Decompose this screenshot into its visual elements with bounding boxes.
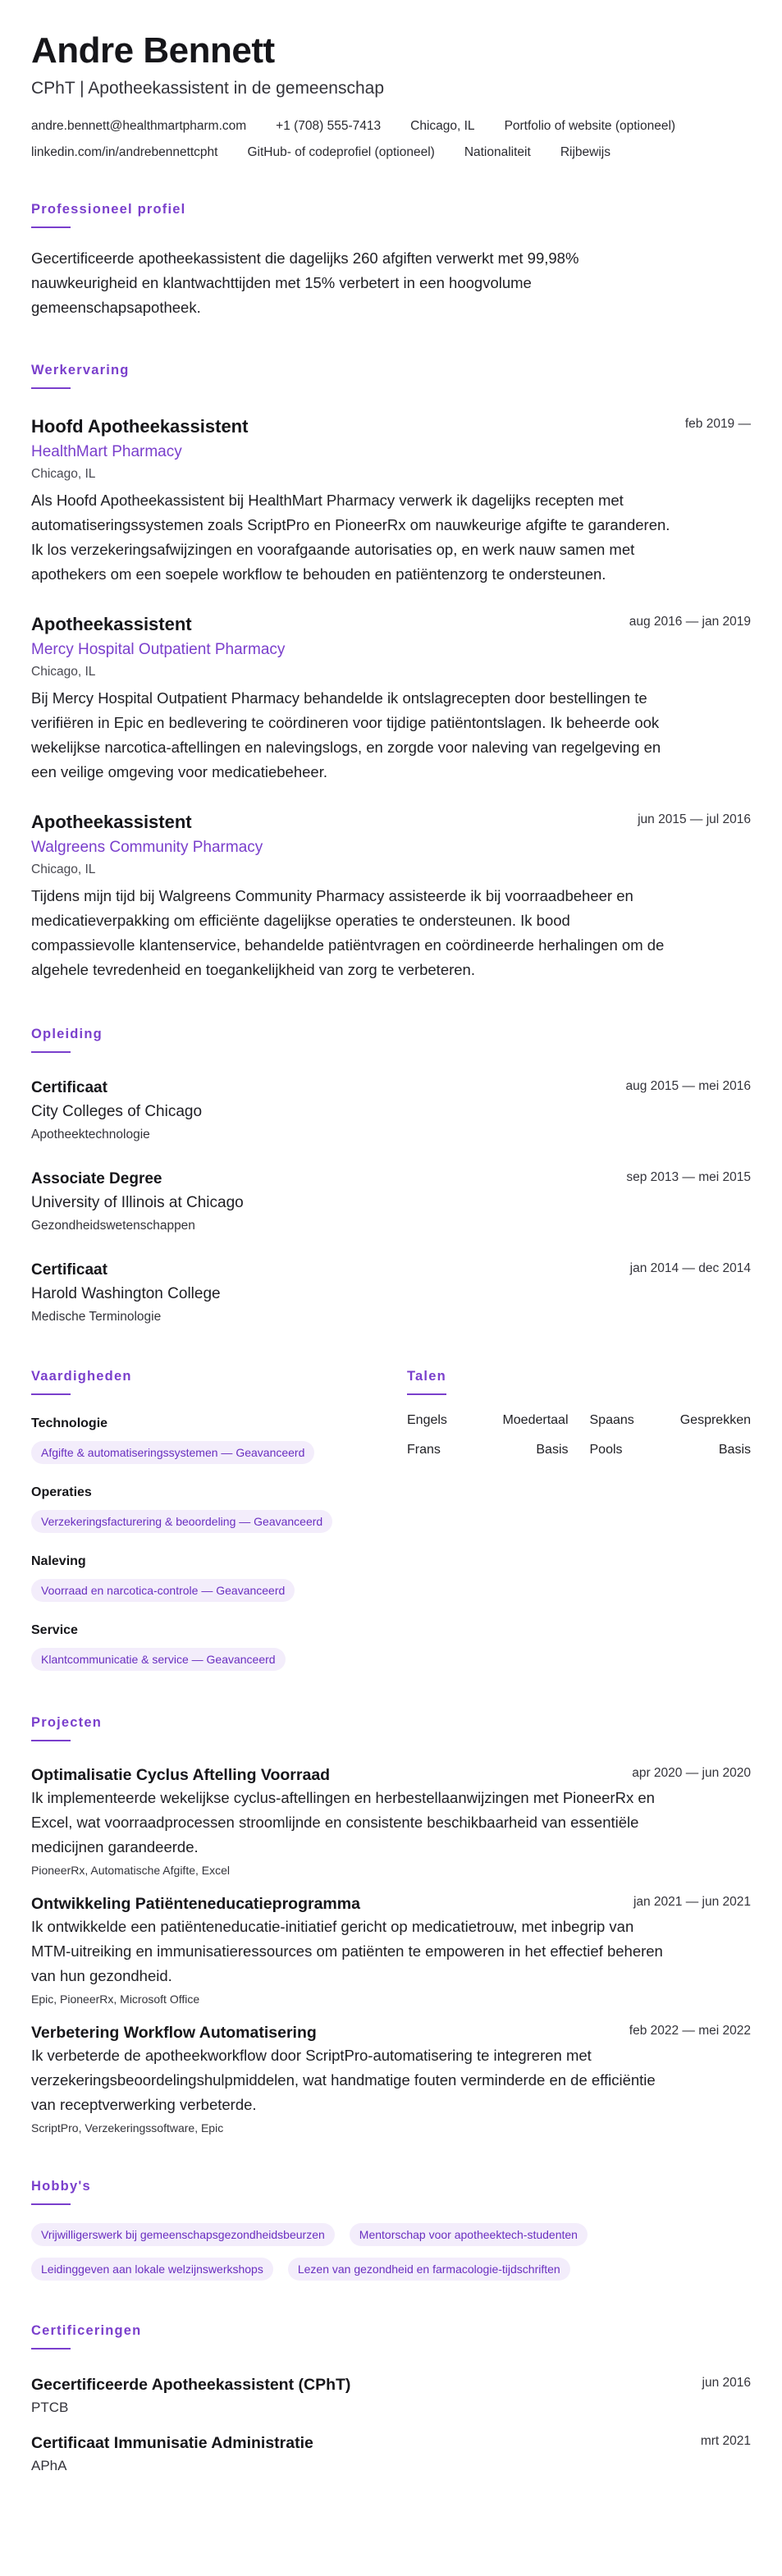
job-company: HealthMart Pharmacy <box>31 443 182 460</box>
hobby-chip: Leidinggeven aan lokale welzijnswerkshops <box>31 2258 273 2281</box>
certification-name: Gecertificeerde Apotheekassistent (CPhT) <box>31 2376 351 2394</box>
job-description: Als Hoofd Apotheekassistent bij HealthMart Pharmacy verwerk ik dagelijks recepten met automatiseringssystemen zoals ScriptPro en PioneerRx om nauwkeurige afgifte te garanderen. Ik los verzekeringsafwijzingen en voorafgaande autorisaties op, en werk nauw samen met apothekers om een soepele workflow te behouden en patiëntenzorg te ondersteunen. <box>31 492 670 583</box>
hobby-chip: Vrijwilligerswerk bij gemeenschapsgezondheidsbeurzen <box>31 2223 335 2246</box>
certification-date: mrt 2021 <box>700 2434 751 2448</box>
project-tech: PioneerRx, Automatische Afgifte, Excel <box>31 1864 231 1877</box>
section-divider <box>31 2203 71 2205</box>
job-company: Mercy Hospital Outpatient Pharmacy <box>31 641 286 658</box>
project-description: Ik verbeterde de apotheekworkflow door ScriptPro-automatisering te integreren met verzekeringsbeoordelingshulpmiddelen, wat handmatige fouten verminderde en de efficiëntie van receptverwerking verbeterde. <box>31 2047 656 2113</box>
project-description: Ik ontwikkelde een patiënteneducatie-initiatief gericht op medicatietrouw, met inbegrip van MTM-uitreiking en immunisatieressources om patiënten te empoweren in het effectief beheren van hun gezondheid. <box>31 1918 663 1984</box>
project-date: feb 2022 — mei 2022 <box>629 2024 751 2038</box>
education-date: sep 2013 — mei 2015 <box>626 1170 751 1184</box>
project-title: Optimalisatie Cyclus Aftelling Voorraad <box>31 1766 331 1784</box>
education-field: Gezondheidswetenschappen <box>31 1219 195 1233</box>
education-degree: Associate Degree <box>31 1170 162 1187</box>
certification-entry <box>31 2374 751 2418</box>
project-date: apr 2020 — jun 2020 <box>632 1766 751 1780</box>
contact-nationality: Nationaliteit <box>464 145 531 159</box>
contact-github[interactable]: GitHub- of codeprofiel (optioneel) <box>247 145 435 159</box>
section-divider <box>31 226 71 228</box>
skill-group <box>31 1553 407 1602</box>
skill-chip: Afgifte & automatiseringssystemen — Geavanceerd <box>31 1441 314 1464</box>
education-entry <box>31 1169 751 1235</box>
education-date: jan 2014 — dec 2014 <box>629 1261 751 1275</box>
job-title: Hoofd Apotheekassistent <box>31 416 249 437</box>
hobbies-section <box>31 2177 751 2281</box>
skill-category: Operaties <box>31 1485 92 1499</box>
project-description: Ik implementeerde wekelijkse cyclus-aftellingen en herbestellaanwijzingen met PioneerRx en Excel, wat voorraadprocessen stroomlijnde en consistente beschikbaarheid van essentiële medicijnen garandeerde. <box>31 1789 655 1855</box>
language-name: Frans <box>407 1443 441 1457</box>
project-title: Verbetering Workflow Automatisering <box>31 2024 317 2042</box>
section-title: Projecten <box>31 1715 102 1730</box>
language-level: Basis <box>718 1443 751 1457</box>
section-title: Opleiding <box>31 1027 103 1041</box>
education-school: City Colleges of Chicago <box>31 1103 203 1120</box>
education-entry <box>31 1260 751 1326</box>
contact-location: Chicago, IL <box>410 119 475 133</box>
profile-text: Gecertificeerde apotheekassistent die dagelijks 260 afgiften verwerkt met 99,98% nauwkeurigheid en klantwachttijden met 15% verbetert in een hoogvolume gemeenschapsapotheek. <box>31 249 579 316</box>
project-entry <box>31 2022 751 2136</box>
skill-group <box>31 1415 407 1464</box>
certification-entry <box>31 2432 751 2476</box>
candidate-headline: CPhT | Apotheekassistent in de gemeenschap <box>31 79 385 98</box>
education-field: Medische Terminologie <box>31 1310 162 1324</box>
section-title: Certificeringen <box>31 2323 142 2338</box>
job-title: Apotheekassistent <box>31 812 192 832</box>
language-name: Pools <box>589 1443 623 1457</box>
contact-list <box>31 118 751 161</box>
contact-linkedin[interactable]: linkedin.com/in/andrebennettcpht <box>31 145 218 159</box>
certification-date: jun 2016 <box>702 2376 751 2390</box>
job-description: Tijdens mijn tijd bij Walgreens Community Pharmacy assisteerde ik bij voorraadbeheer en medicatieverpakking om efficiënte dagelijkse operaties te ondersteunen. Ik bood compassievolle klantenservice, behandelde patiëntvragen en coördineerde herhalingen om de algehele tevredenheid en toegankelijkheid van zorg te verbeteren. <box>31 887 665 978</box>
section-divider <box>31 387 71 389</box>
hobby-list <box>31 2212 751 2281</box>
job-entry <box>31 811 751 982</box>
project-title: Ontwikkeling Patiënteneducatieprogramma <box>31 1895 360 1913</box>
skills-languages-row <box>31 1367 751 1671</box>
resume-header <box>31 30 751 161</box>
job-title: Apotheekassistent <box>31 614 192 634</box>
skills-section <box>31 1367 407 1671</box>
contact-phone[interactable]: +1 (708) 555-7413 <box>276 119 382 133</box>
skill-category: Naleving <box>31 1554 86 1568</box>
language-item <box>590 1412 752 1430</box>
education-date: aug 2015 — mei 2016 <box>625 1079 751 1093</box>
project-tech: ScriptPro, Verzekeringssoftware, Epic <box>31 2121 224 2134</box>
education-section <box>31 1025 751 1326</box>
experience-section <box>31 361 751 982</box>
hobby-chip: Lezen van gezondheid en farmacologie-tijdschriften <box>288 2258 570 2281</box>
contact-portfolio[interactable]: Portfolio of website (optioneel) <box>504 119 676 133</box>
section-divider <box>31 2348 71 2350</box>
section-title: Talen <box>407 1369 446 1384</box>
contact-drivers-license: Rijbewijs <box>560 145 611 159</box>
job-location: Chicago, IL <box>31 665 96 679</box>
language-item <box>590 1441 752 1459</box>
education-entry <box>31 1078 751 1144</box>
language-list <box>407 1412 751 1459</box>
section-title: Vaardigheden <box>31 1369 132 1384</box>
certification-issuer: PTCB <box>31 2400 69 2415</box>
language-name: Engels <box>407 1413 447 1427</box>
skill-category: Technologie <box>31 1416 108 1430</box>
language-name: Spaans <box>589 1413 634 1427</box>
job-location: Chicago, IL <box>31 862 96 876</box>
language-level: Gesprekken <box>679 1413 751 1427</box>
job-company: Walgreens Community Pharmacy <box>31 839 263 856</box>
language-level: Basis <box>536 1443 569 1457</box>
project-entry <box>31 1893 751 2007</box>
education-school: University of Illinois at Chicago <box>31 1194 244 1211</box>
education-degree: Certificaat <box>31 1079 107 1096</box>
candidate-name: Andre Bennett <box>31 30 275 71</box>
job-entry <box>31 415 751 587</box>
skill-category: Service <box>31 1623 78 1637</box>
section-title: Werkervaring <box>31 363 130 377</box>
language-item <box>407 1441 569 1459</box>
education-degree: Certificaat <box>31 1261 107 1279</box>
job-location: Chicago, IL <box>31 467 96 481</box>
section-divider <box>31 1051 71 1053</box>
languages-section <box>407 1367 751 1671</box>
project-date: jan 2021 — jun 2021 <box>633 1895 751 1909</box>
hobby-chip: Mentorschap voor apotheektech-studenten <box>350 2223 588 2246</box>
job-date: aug 2016 — jan 2019 <box>629 615 751 629</box>
section-divider <box>31 1740 71 1741</box>
language-level: Moedertaal <box>502 1413 569 1427</box>
job-date: jun 2015 — jul 2016 <box>638 812 751 826</box>
project-tech: Epic, PioneerRx, Microsoft Office <box>31 1993 200 2006</box>
skill-group <box>31 1484 407 1533</box>
section-title: Professioneel profiel <box>31 202 186 217</box>
section-divider <box>407 1393 446 1395</box>
language-item <box>407 1412 569 1430</box>
contact-email[interactable]: andre.bennett@healthmartpharm.com <box>31 119 247 133</box>
certification-issuer: APhA <box>31 2458 67 2473</box>
skill-group <box>31 1622 407 1671</box>
skill-chip: Verzekeringsfacturering & beoordeling — Geavanceerd <box>31 1510 332 1533</box>
education-school: Harold Washington College <box>31 1285 221 1302</box>
skill-chip: Voorraad en narcotica-controle — Geavanceerd <box>31 1579 295 1602</box>
education-field: Apotheektechnologie <box>31 1128 150 1142</box>
projects-section <box>31 1714 751 2136</box>
skill-chip: Klantcommunicatie & service — Geavanceerd <box>31 1648 286 1671</box>
section-divider <box>31 1393 71 1395</box>
project-entry <box>31 1764 751 1878</box>
profile-section <box>31 200 751 320</box>
section-title: Hobby's <box>31 2179 91 2194</box>
job-date: feb 2019 — <box>684 417 751 431</box>
certifications-section <box>31 2322 751 2476</box>
job-entry <box>31 613 751 785</box>
job-description: Bij Mercy Hospital Outpatient Pharmacy behandelde ik ontslagrecepten door bestellingen te verifiëren in Epic en bedlevering te coördineren voor tijdige patiëntontslagen. Ik beheerde ook wekelijkse narcotica-aftellingen en nalevingslogs, en zorgde voor naleving van regelgeving en een veilige omgeving voor medicatiebeheer. <box>31 689 661 780</box>
certification-name: Certificaat Immunisatie Administratie <box>31 2434 313 2452</box>
